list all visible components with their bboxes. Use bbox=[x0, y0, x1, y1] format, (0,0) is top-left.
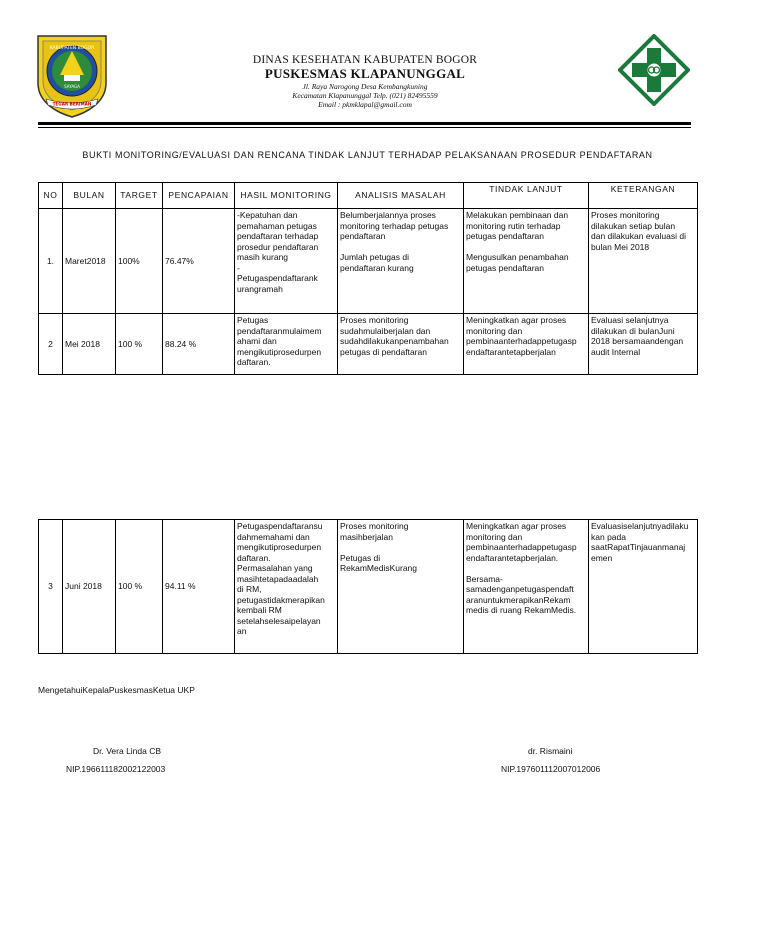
cell-line: pemahaman petugas bbox=[237, 220, 317, 231]
logo-inner-text: SAYAGA bbox=[64, 84, 80, 89]
cell-line: emen bbox=[591, 552, 613, 563]
col-header: HASIL MONITORING bbox=[235, 183, 338, 209]
row-keterangan bbox=[589, 314, 698, 375]
row-bulan: Mei 2018 bbox=[63, 314, 116, 375]
cell-line: saatRapatTinjauanmanaj bbox=[591, 542, 686, 552]
cell-line: endaftarantetapberjalan. bbox=[466, 552, 559, 563]
cell-line: Proses monitoring bbox=[340, 521, 409, 531]
table-row bbox=[39, 314, 698, 375]
cell-line: - bbox=[237, 262, 240, 273]
row-pencapaian: 88.24 % bbox=[163, 314, 235, 375]
cell-line: petugastidakmerapikan bbox=[237, 594, 325, 605]
cell-line: Mengusulkan penambahan bbox=[466, 252, 569, 262]
row-target: 100 % bbox=[116, 520, 163, 654]
cell-line: bulan Mei 2018 bbox=[591, 241, 650, 252]
cell-line: petugas pendaftaran bbox=[466, 231, 544, 241]
left-signatory-nip: NIP.196611182002122003 bbox=[66, 764, 166, 774]
cell-line: an bbox=[237, 626, 247, 636]
address-block bbox=[160, 82, 570, 109]
right-signatory-nip: NIP.197601112007012006 bbox=[501, 764, 601, 774]
cell-line: Evaluasi selanjutnya bbox=[591, 315, 669, 325]
header-rule-thick bbox=[38, 122, 691, 125]
cell-line: masihberjalan bbox=[340, 531, 393, 542]
cell-line: Petugas bbox=[237, 315, 269, 325]
cell-line: Permasalahan yang bbox=[237, 563, 313, 573]
cell-line bbox=[340, 542, 461, 553]
cell-line: urangramah bbox=[237, 283, 283, 294]
cell-line: monitoring dan bbox=[466, 531, 523, 542]
col-header: ANALISIS MASALAH bbox=[338, 183, 464, 209]
cell-line: samadenganpetugaspendaft bbox=[466, 584, 574, 594]
cell-line: daftaran. bbox=[237, 357, 271, 367]
cell-line: medis di ruang RekamMedis. bbox=[466, 605, 577, 615]
row-analisis bbox=[338, 314, 464, 375]
row-analisis bbox=[338, 209, 464, 314]
cell-line: endaftarantetapberjalan bbox=[466, 346, 556, 357]
row-target: 100% bbox=[116, 209, 163, 314]
cell-line: dan dilakukan evaluasi di bbox=[591, 231, 686, 241]
cell-line: mengikutiprosedurpen bbox=[237, 346, 322, 357]
cell-line: Petugaspendaftarank bbox=[237, 273, 318, 283]
cell-line: sudahdilakukanpenambahan bbox=[340, 336, 449, 346]
cell-line: monitoring rutin terhadap bbox=[466, 220, 561, 231]
col-header: BULAN bbox=[63, 183, 116, 209]
address-line-2: Kecamatan Klapanunggal Telp. (021) 82495559 bbox=[292, 91, 438, 100]
row-pencapaian: 94.11 % bbox=[163, 520, 235, 654]
row-bulan: Juni 2018 bbox=[63, 520, 116, 654]
cell-line: setelahselesaipelayan bbox=[237, 615, 321, 626]
cell-line: pendaftaran terhadap bbox=[237, 231, 319, 241]
logo-banner-text: TEGAR BERIMAN bbox=[52, 101, 92, 107]
cell-line: pendaftaran bbox=[340, 231, 386, 241]
signature-caption: MengetahuiKepalaPuskesmasKetua UKP bbox=[38, 685, 195, 695]
cell-line: monitoring dan bbox=[466, 325, 523, 336]
logo-ring-text: KABUPATEN BOGOR bbox=[49, 46, 95, 51]
cell-line: monitoring terhadap petugas bbox=[340, 220, 449, 231]
row-no: 2 bbox=[39, 314, 63, 375]
cell-line: Petugas di bbox=[340, 552, 381, 563]
cell-line: 2018 bersamaandengan bbox=[591, 336, 684, 346]
cell-line: Bersama- bbox=[466, 573, 503, 584]
agency-name: DINAS KESEHATAN KABUPATEN BOGOR bbox=[252, 54, 478, 66]
cell-line: di RM, bbox=[237, 584, 262, 594]
col-header: NO bbox=[39, 183, 63, 209]
cell-line: petugas di pendaftaran bbox=[340, 346, 427, 357]
cell-line bbox=[466, 242, 586, 253]
row-tindak bbox=[464, 520, 589, 654]
cell-line: dahmemahami dan bbox=[237, 531, 310, 542]
cell-line bbox=[340, 242, 461, 253]
cell-line: mengikutiprosedurpen bbox=[237, 542, 322, 552]
cell-line: -Kepatuhan dan bbox=[237, 210, 298, 220]
col-header: KETERANGAN bbox=[589, 183, 698, 209]
cell-line: Petugaspendaftaransu bbox=[237, 521, 323, 531]
cell-line: pembinaanterhadappetugasp bbox=[466, 336, 577, 346]
puskesmas-logo bbox=[618, 34, 690, 106]
table-row bbox=[39, 520, 698, 654]
cell-line: pembinaanterhadappetugasp bbox=[466, 542, 577, 552]
row-keterangan bbox=[589, 209, 698, 314]
row-bulan: Maret2018 bbox=[63, 209, 116, 314]
row-tindak bbox=[464, 314, 589, 375]
cell-line bbox=[466, 563, 586, 574]
cell-line: RekamMedisKurang bbox=[340, 563, 418, 573]
cell-line: Melakukan pembinaan dan bbox=[466, 210, 569, 220]
row-hasil bbox=[235, 209, 338, 314]
row-target: 100 % bbox=[116, 314, 163, 375]
row-keterangan bbox=[589, 520, 698, 654]
cell-line: petugas pendaftaran bbox=[466, 262, 544, 273]
monitoring-table-continued bbox=[38, 519, 698, 654]
table-row bbox=[39, 209, 698, 314]
cell-line: ahami dan bbox=[237, 336, 277, 346]
email-line: Email : pkmklapal@gmail.com bbox=[318, 100, 412, 109]
cell-line: Proses monitoring bbox=[340, 315, 409, 325]
cell-line: kembali RM bbox=[237, 605, 282, 615]
address-line-1: Jl. Raya Narogong Desa Kembangkuning bbox=[302, 82, 428, 91]
cell-line: audit Internal bbox=[591, 346, 641, 357]
right-signatory-name: dr. Rismaini bbox=[528, 746, 573, 756]
cell-line: masihtetapadaadalah bbox=[237, 573, 319, 584]
row-hasil bbox=[235, 314, 338, 375]
row-no: 1. bbox=[39, 209, 63, 314]
puskesmas-name: PUSKESMAS KLAPANUNGGAL bbox=[264, 66, 466, 81]
cell-line: daftaran. bbox=[237, 552, 271, 563]
cell-line: Proses monitoring bbox=[591, 210, 660, 220]
row-pencapaian: 76.47% bbox=[163, 209, 235, 314]
table-header-row bbox=[39, 183, 698, 209]
monitoring-table bbox=[38, 182, 698, 375]
row-analisis bbox=[338, 520, 464, 654]
cell-line: masih kurang bbox=[237, 252, 289, 262]
col-header: TARGET bbox=[116, 183, 163, 209]
cell-line: Meningkatkan agar proses bbox=[466, 521, 567, 531]
row-tindak bbox=[464, 209, 589, 314]
document-title: BUKTI MONITORING/EVALUASI DAN RENCANA TINDAK LANJUT TERHADAP PELAKSANAAN PROSEDUR PENDAFTARAN bbox=[82, 150, 653, 160]
col-header: TINDAK LANJUT bbox=[464, 183, 589, 209]
cell-line: sudahmulaiberjalan dan bbox=[340, 325, 431, 336]
cell-line: prosedur pendaftaran bbox=[237, 241, 319, 252]
col-header: PENCAPAIAN bbox=[163, 183, 235, 209]
cell-line: dilakukan di bulanJuni bbox=[591, 325, 675, 336]
cell-line: aranuntukmerapikanRekam bbox=[466, 594, 571, 605]
cell-line: Jumlah petugas di bbox=[340, 252, 409, 262]
cell-line: pendaftaran kurang bbox=[340, 262, 414, 273]
bogor-regency-logo bbox=[34, 33, 110, 119]
cell-line: dilakukan setiap bulan bbox=[591, 220, 676, 231]
header-rule-thin bbox=[38, 127, 691, 128]
row-no: 3 bbox=[39, 520, 63, 654]
cell-line: Meningkatkan agar proses bbox=[466, 315, 567, 325]
cell-line: Belumberjalannya proses bbox=[340, 210, 436, 220]
left-signatory-name: Dr. Vera Linda CB bbox=[93, 746, 162, 756]
cell-line: Evaluasiselanjutnyadilaku bbox=[591, 521, 689, 531]
cell-line: kan pada bbox=[591, 531, 626, 542]
row-hasil bbox=[235, 520, 338, 654]
cell-line: pendaftaranmulaimem bbox=[237, 325, 322, 336]
